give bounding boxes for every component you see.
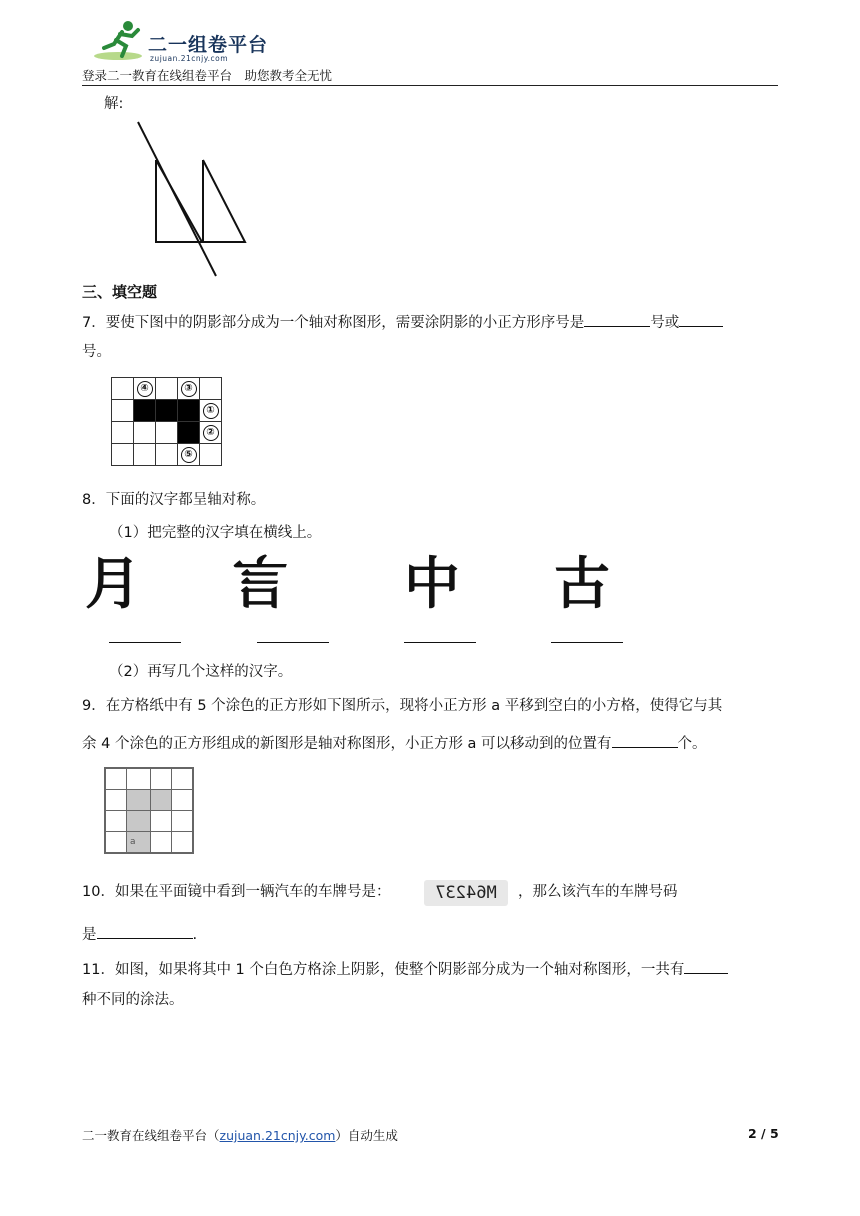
q7-text: 7．要使下图中的阴影部分成为一个轴对称图形，需要涂阴影的小正方形序号是 — [82, 315, 585, 331]
label-3: ③ — [181, 381, 197, 397]
question-7 — [82, 310, 723, 333]
footer-text-2: ）自动生成 — [335, 1128, 398, 1143]
q10-text-is: 是 — [82, 927, 97, 943]
solution-figure — [100, 120, 266, 278]
logo-title: 二一组卷平台 — [148, 34, 269, 56]
q8-answer-blank-3[interactable] — [404, 626, 476, 643]
logo[interactable] — [92, 18, 292, 64]
q7-text-or: 号或 — [650, 315, 680, 331]
q10-text-end: . — [192, 927, 198, 943]
q7-answer-blank-1[interactable] — [584, 310, 650, 327]
q11-text: 11．如图，如果将其中 1 个白色方格涂上阴影，使整个阴影部分成为一个轴对称图形，一共有 — [82, 962, 685, 978]
q11-answer-blank[interactable] — [684, 957, 728, 974]
cell-a-label: a — [130, 837, 136, 847]
q9-text: 余 4 个涂色的正方形组成的新图形是轴对称图形，小正方形 a 可以移动到的位置有 — [82, 736, 612, 752]
question-9-line1: 9．在方格纸中有 5 个涂色的正方形如下图所示，现将小正方形 a 平移到空白的小方格，使得它与其 — [82, 698, 723, 714]
q9-grid — [104, 767, 194, 854]
runner-logo-icon — [92, 18, 144, 62]
label-4: ④ — [137, 381, 153, 397]
question-11-line2: 种不同的涂法。 — [82, 992, 184, 1008]
question-9-line2 — [82, 731, 707, 754]
q7-answer-blank-2[interactable] — [679, 310, 723, 327]
question-8: 8．下面的汉字都呈轴对称。 — [82, 492, 266, 508]
page-number: 2 / 5 — [748, 1126, 779, 1141]
q9-text-end: 个。 — [677, 736, 707, 752]
half-char-4: 古 — [554, 552, 610, 617]
q9-answer-blank[interactable] — [612, 731, 678, 748]
label-5: ⑤ — [181, 447, 197, 463]
footer-link[interactable]: zujuan.21cnjy.com — [219, 1128, 336, 1143]
mirrored-plate: M64237 — [424, 880, 508, 906]
question-11-line1 — [82, 957, 728, 980]
q10-answer-blank[interactable] — [97, 922, 193, 939]
q7-text-end: 号。 — [82, 344, 111, 360]
half-char-3: 中 — [404, 552, 460, 617]
header-rule — [82, 85, 778, 86]
question-10-text: 10．如果在平面镜中看到一辆汽车的车牌号是： — [82, 884, 391, 900]
footer-text-1: 二一教育在线组卷平台（ — [82, 1128, 220, 1143]
q8-answer-blank-1[interactable] — [109, 626, 181, 643]
section-title: 三、填空题 — [82, 283, 158, 301]
label-1: ① — [203, 403, 219, 419]
q7-grid — [111, 377, 222, 466]
footer-left — [82, 1126, 398, 1144]
q8-sub2: （2）再写几个这样的汉字。 — [109, 664, 293, 680]
header-tagline: 登录二一教育在线组卷平台 助您教考全无忧 — [82, 68, 333, 83]
logo-subtitle: zujuan.21cnjy.com — [150, 54, 229, 63]
q8-answer-blank-4[interactable] — [551, 626, 623, 643]
question-10-text-2: ，那么该汽车的车牌号码 — [518, 884, 678, 900]
solution-label: 解: — [104, 96, 124, 112]
q8-answer-blank-2[interactable] — [257, 626, 329, 643]
question-10-line2 — [82, 922, 197, 945]
half-char-1: 月 — [85, 552, 141, 617]
q8-sub1: （1）把完整的汉字填在横线上。 — [109, 525, 322, 541]
half-char-2: 言 — [232, 552, 288, 617]
label-2: ② — [203, 425, 219, 441]
